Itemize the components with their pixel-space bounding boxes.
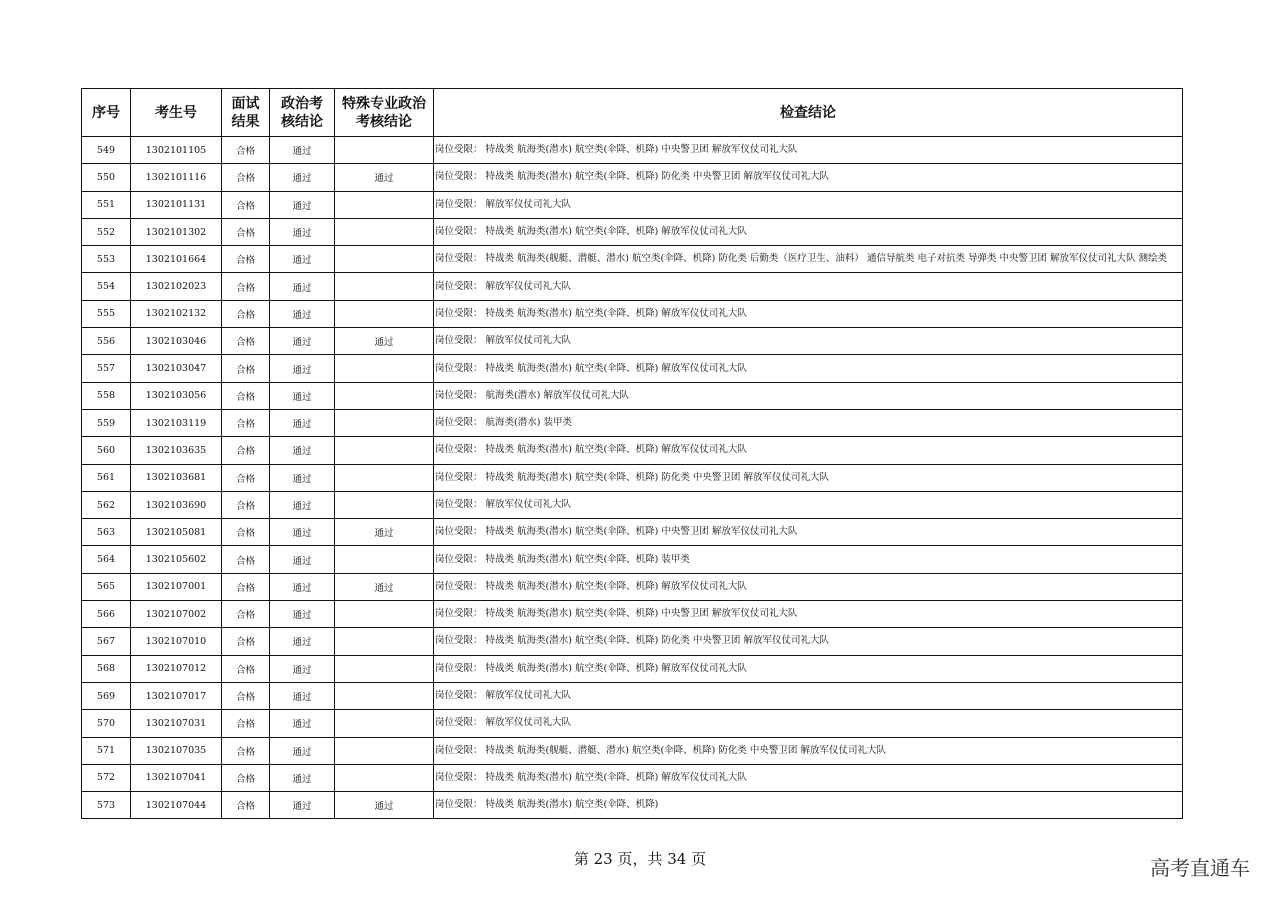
cell-exam-id: 1302107035 — [131, 737, 222, 764]
cell-political: 通过 — [270, 573, 335, 600]
cell-interview: 合格 — [222, 601, 270, 628]
cell-check-conclusion: 岗位受限： 解放军仪仗司礼大队 — [434, 682, 1183, 709]
cell-political: 通过 — [270, 491, 335, 518]
cell-seq: 567 — [82, 628, 131, 655]
cell-seq: 557 — [82, 355, 131, 382]
col-header-exam-id: 考生号 — [131, 89, 222, 137]
cell-check-conclusion: 岗位受限： 特战类 航海类(潜水) 航空类(伞降、机降) 解放军仪仗司礼大队 — [434, 355, 1183, 382]
cell-special-political — [335, 491, 434, 518]
cell-political: 通过 — [270, 546, 335, 573]
cell-interview: 合格 — [222, 246, 270, 273]
col-header-interview: 面试 结果 — [222, 89, 270, 137]
table-row — [82, 655, 1183, 682]
cell-check-conclusion: 岗位受限： 特战类 航海类(潜水) 航空类(伞降、机降) 防化类 中央警卫团 解放军仪仗司礼大队 — [434, 464, 1183, 491]
cell-political: 通过 — [270, 764, 335, 791]
table-row — [82, 218, 1183, 245]
cell-check-conclusion: 岗位受限： 特战类 航海类(潜水) 航空类(伞降、机降) 防化类 中央警卫团 解放军仪仗司礼大队 — [434, 628, 1183, 655]
cell-interview: 合格 — [222, 164, 270, 191]
cell-seq: 552 — [82, 218, 131, 245]
cell-check-conclusion: 岗位受限： 解放军仪仗司礼大队 — [434, 328, 1183, 355]
cell-exam-id: 1302102132 — [131, 300, 222, 327]
cell-interview: 合格 — [222, 273, 270, 300]
cell-special-political — [335, 409, 434, 436]
cell-seq: 563 — [82, 519, 131, 546]
cell-interview: 合格 — [222, 464, 270, 491]
cell-interview: 合格 — [222, 218, 270, 245]
cell-interview: 合格 — [222, 628, 270, 655]
cell-interview: 合格 — [222, 573, 270, 600]
cell-exam-id: 1302105602 — [131, 546, 222, 573]
cell-check-conclusion: 岗位受限： 解放军仪仗司礼大队 — [434, 710, 1183, 737]
cell-exam-id: 1302101664 — [131, 246, 222, 273]
cell-special-political: 通过 — [335, 164, 434, 191]
cell-check-conclusion: 岗位受限： 特战类 航海类(潜水) 航空类(伞降、机降) 装甲类 — [434, 546, 1183, 573]
cell-special-political — [335, 601, 434, 628]
cell-interview: 合格 — [222, 137, 270, 164]
cell-exam-id: 1302107017 — [131, 682, 222, 709]
cell-political: 通过 — [270, 710, 335, 737]
cell-seq: 564 — [82, 546, 131, 573]
cell-exam-id: 1302101302 — [131, 218, 222, 245]
cell-interview: 合格 — [222, 355, 270, 382]
cell-check-conclusion: 岗位受限： 解放军仪仗司礼大队 — [434, 491, 1183, 518]
cell-exam-id: 1302103690 — [131, 491, 222, 518]
table-row — [82, 573, 1183, 600]
cell-seq: 572 — [82, 764, 131, 791]
cell-special-political — [335, 218, 434, 245]
cell-check-conclusion: 岗位受限： 解放军仪仗司礼大队 — [434, 191, 1183, 218]
col-header-political: 政治考 核结论 — [270, 89, 335, 137]
cell-seq: 565 — [82, 573, 131, 600]
cell-special-political — [335, 273, 434, 300]
cell-political: 通过 — [270, 137, 335, 164]
col-header-check-conclusion: 检查结论 — [434, 89, 1183, 137]
cell-political: 通过 — [270, 246, 335, 273]
table-row — [82, 191, 1183, 218]
cell-political: 通过 — [270, 355, 335, 382]
cell-special-political — [335, 464, 434, 491]
cell-exam-id: 1302107041 — [131, 764, 222, 791]
cell-interview: 合格 — [222, 519, 270, 546]
table-row — [82, 519, 1183, 546]
cell-interview: 合格 — [222, 191, 270, 218]
cell-political: 通过 — [270, 792, 335, 819]
cell-check-conclusion: 岗位受限： 特战类 航海类(潜水) 航空类(伞降、机降) — [434, 792, 1183, 819]
cell-political: 通过 — [270, 601, 335, 628]
cell-exam-id: 1302103119 — [131, 409, 222, 436]
cell-interview: 合格 — [222, 382, 270, 409]
cell-political: 通过 — [270, 218, 335, 245]
table-row — [82, 409, 1183, 436]
cell-check-conclusion: 岗位受限： 航海类(潜水) 装甲类 — [434, 409, 1183, 436]
cell-special-political: 通过 — [335, 792, 434, 819]
cell-special-political — [335, 682, 434, 709]
table-row — [82, 628, 1183, 655]
cell-political: 通过 — [270, 300, 335, 327]
cell-exam-id: 1302103635 — [131, 437, 222, 464]
cell-exam-id: 1302105081 — [131, 519, 222, 546]
cell-exam-id: 1302103056 — [131, 382, 222, 409]
cell-seq: 559 — [82, 409, 131, 436]
cell-seq: 562 — [82, 491, 131, 518]
cell-special-political — [335, 300, 434, 327]
table-row — [82, 764, 1183, 791]
table-row — [82, 792, 1183, 819]
table-row — [82, 246, 1183, 273]
cell-seq: 555 — [82, 300, 131, 327]
cell-check-conclusion: 岗位受限： 特战类 航海类(潜水) 航空类(伞降、机降) 解放军仪仗司礼大队 — [434, 655, 1183, 682]
cell-political: 通过 — [270, 628, 335, 655]
cell-seq: 551 — [82, 191, 131, 218]
cell-seq: 558 — [82, 382, 131, 409]
cell-seq: 556 — [82, 328, 131, 355]
cell-political: 通过 — [270, 519, 335, 546]
table-row — [82, 682, 1183, 709]
cell-special-political — [335, 546, 434, 573]
cell-special-political — [335, 628, 434, 655]
cell-interview: 合格 — [222, 764, 270, 791]
cell-check-conclusion: 岗位受限： 特战类 航海类(潜水) 航空类(伞降、机降) 解放军仪仗司礼大队 — [434, 764, 1183, 791]
cell-exam-id: 1302103681 — [131, 464, 222, 491]
cell-interview: 合格 — [222, 300, 270, 327]
cell-check-conclusion: 岗位受限： 特战类 航海类(潜水) 航空类(伞降、机降) 中央警卫团 解放军仪仗司礼大队 — [434, 601, 1183, 628]
cell-check-conclusion: 岗位受限： 特战类 航海类(潜水) 航空类(伞降、机降) 解放军仪仗司礼大队 — [434, 300, 1183, 327]
results-sheet — [81, 88, 1182, 819]
page-footer: 第 23 页，共 34 页 — [573, 850, 707, 868]
table-row — [82, 491, 1183, 518]
cell-exam-id: 1302107001 — [131, 573, 222, 600]
cell-interview: 合格 — [222, 546, 270, 573]
cell-exam-id: 1302107044 — [131, 792, 222, 819]
cell-check-conclusion: 岗位受限： 特战类 航海类(舰艇、潜艇、潜水) 航空类(伞降、机降) 防化类 中央警卫团 解放军仪仗司礼大队 — [434, 737, 1183, 764]
cell-check-conclusion: 岗位受限： 特战类 航海类(舰艇、潜艇、潜水) 航空类(伞降、机降) 防化类 后勤类（医疗卫生、油料） 通信导航类 电子对抗类 导弹类 中央警卫团 解放军仪仗司礼大队 测绘类 — [434, 246, 1183, 273]
cell-political: 通过 — [270, 655, 335, 682]
col-header-seq: 序号 — [82, 89, 131, 137]
cell-seq: 560 — [82, 437, 131, 464]
cell-seq: 549 — [82, 137, 131, 164]
table-row — [82, 164, 1183, 191]
cell-seq: 569 — [82, 682, 131, 709]
cell-interview: 合格 — [222, 437, 270, 464]
cell-special-political — [335, 137, 434, 164]
cell-interview: 合格 — [222, 328, 270, 355]
cell-check-conclusion: 岗位受限： 航海类(潜水) 解放军仪仗司礼大队 — [434, 382, 1183, 409]
col-header-special-political: 特殊专业政治 考核结论 — [335, 89, 434, 137]
cell-exam-id: 1302107012 — [131, 655, 222, 682]
table-row — [82, 273, 1183, 300]
cell-political: 通过 — [270, 464, 335, 491]
table-row — [82, 300, 1183, 327]
cell-special-political — [335, 710, 434, 737]
cell-special-political — [335, 355, 434, 382]
cell-seq: 553 — [82, 246, 131, 273]
cell-exam-id: 1302101131 — [131, 191, 222, 218]
cell-seq: 573 — [82, 792, 131, 819]
cell-check-conclusion: 岗位受限： 特战类 航海类(潜水) 航空类(伞降、机降) 解放军仪仗司礼大队 — [434, 437, 1183, 464]
cell-interview: 合格 — [222, 655, 270, 682]
table-row — [82, 328, 1183, 355]
results-table — [81, 88, 1183, 819]
cell-special-political — [335, 737, 434, 764]
cell-check-conclusion: 岗位受限： 特战类 航海类(潜水) 航空类(伞降、机降) 中央警卫团 解放军仪仗司礼大队 — [434, 519, 1183, 546]
cell-exam-id: 1302101116 — [131, 164, 222, 191]
cell-special-political — [335, 437, 434, 464]
cell-special-political: 通过 — [335, 328, 434, 355]
cell-interview: 合格 — [222, 792, 270, 819]
cell-seq: 570 — [82, 710, 131, 737]
cell-special-political — [335, 382, 434, 409]
watermark-logo: 高考直通车 — [1150, 856, 1250, 880]
header-row — [82, 89, 1183, 137]
cell-exam-id: 1302107010 — [131, 628, 222, 655]
cell-political: 通过 — [270, 737, 335, 764]
cell-check-conclusion: 岗位受限： 特战类 航海类(潜水) 航空类(伞降、机降) 防化类 中央警卫团 解放军仪仗司礼大队 — [434, 164, 1183, 191]
cell-interview: 合格 — [222, 710, 270, 737]
cell-check-conclusion: 岗位受限： 特战类 航海类(潜水) 航空类(伞降、机降) 中央警卫团 解放军仪仗司礼大队 — [434, 137, 1183, 164]
cell-check-conclusion: 岗位受限： 特战类 航海类(潜水) 航空类(伞降、机降) 解放军仪仗司礼大队 — [434, 218, 1183, 245]
table-row — [82, 382, 1183, 409]
cell-exam-id: 1302101105 — [131, 137, 222, 164]
cell-political: 通过 — [270, 382, 335, 409]
cell-political: 通过 — [270, 273, 335, 300]
cell-interview: 合格 — [222, 682, 270, 709]
table-row — [82, 710, 1183, 737]
cell-exam-id: 1302107002 — [131, 601, 222, 628]
table-row — [82, 437, 1183, 464]
table-row — [82, 546, 1183, 573]
table-row — [82, 137, 1183, 164]
cell-seq: 550 — [82, 164, 131, 191]
cell-seq: 571 — [82, 737, 131, 764]
table-row — [82, 464, 1183, 491]
cell-political: 通过 — [270, 164, 335, 191]
cell-political: 通过 — [270, 191, 335, 218]
cell-exam-id: 1302103046 — [131, 328, 222, 355]
cell-check-conclusion: 岗位受限： 解放军仪仗司礼大队 — [434, 273, 1183, 300]
cell-seq: 568 — [82, 655, 131, 682]
cell-exam-id: 1302107031 — [131, 710, 222, 737]
cell-special-political — [335, 191, 434, 218]
cell-political: 通过 — [270, 682, 335, 709]
cell-check-conclusion: 岗位受限： 特战类 航海类(潜水) 航空类(伞降、机降) 解放军仪仗司礼大队 — [434, 573, 1183, 600]
cell-special-political: 通过 — [335, 573, 434, 600]
cell-exam-id: 1302103047 — [131, 355, 222, 382]
table-row — [82, 737, 1183, 764]
cell-seq: 554 — [82, 273, 131, 300]
cell-political: 通过 — [270, 409, 335, 436]
cell-interview: 合格 — [222, 491, 270, 518]
cell-exam-id: 1302102023 — [131, 273, 222, 300]
table-row — [82, 601, 1183, 628]
cell-seq: 566 — [82, 601, 131, 628]
cell-political: 通过 — [270, 437, 335, 464]
cell-seq: 561 — [82, 464, 131, 491]
cell-special-political — [335, 655, 434, 682]
cell-special-political — [335, 764, 434, 791]
table-row — [82, 355, 1183, 382]
table-body — [82, 137, 1183, 819]
cell-special-political: 通过 — [335, 519, 434, 546]
cell-interview: 合格 — [222, 737, 270, 764]
cell-interview: 合格 — [222, 409, 270, 436]
cell-political: 通过 — [270, 328, 335, 355]
cell-special-political — [335, 246, 434, 273]
